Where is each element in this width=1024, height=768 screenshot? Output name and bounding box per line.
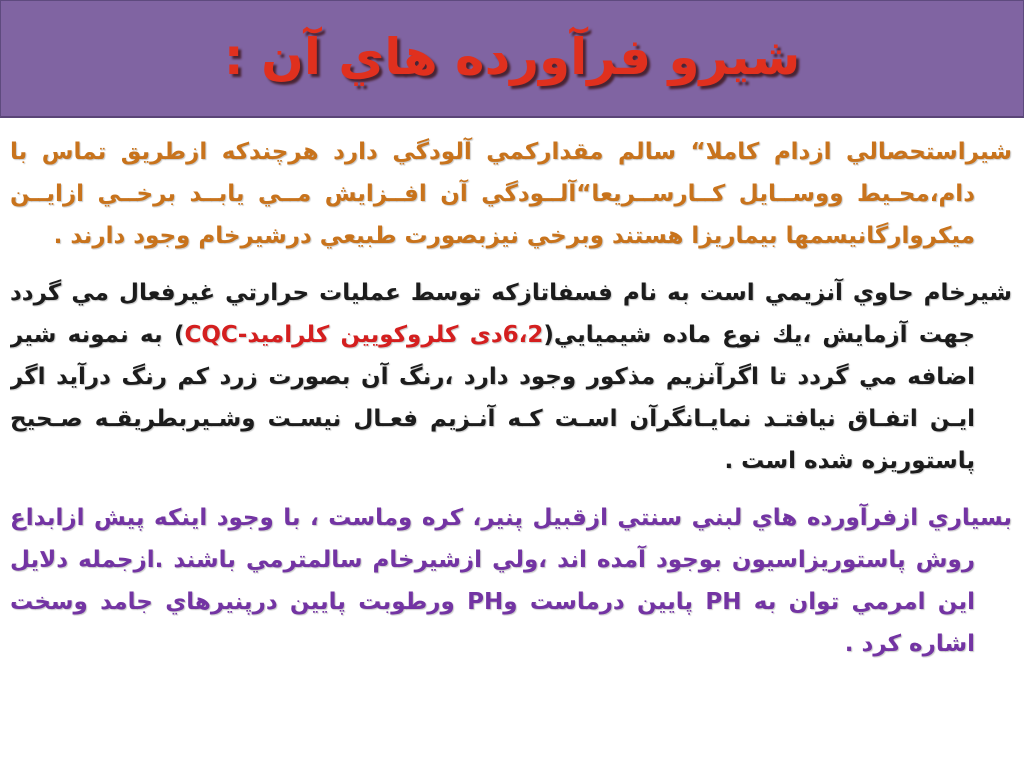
paragraph-3-line-3: اين امرمي توان به PH پايين درماست وPH ورطوبت پايين درپنيرهاي جامد وسخت <box>10 589 975 615</box>
paragraph-1-line-3: ميکروارگانيسمها بيماريزا هستند وبرخي نيزبصورت طبيعي درشيرخام وجود دارند . <box>53 223 975 249</box>
paragraph-1-line-1: شيراستحصالي ازدام کاملا“ سالم مقدارکمي آلودگي دارد هرچندکه ازطريق تماس با <box>10 139 1012 165</box>
paragraph-2-line-2-before: جهت آزمايش ،يك نوع ماده شيميايي( <box>543 322 975 348</box>
paragraph-2-line-5: پاستوريزه شده است . <box>724 448 975 474</box>
paragraph-2-line-2 <box>10 314 975 356</box>
slide-title: شيرو فرآورده هاي آن : <box>223 27 801 86</box>
title-banner <box>0 0 1024 118</box>
slide-body <box>10 131 1012 680</box>
paragraph-2-line-1: شيرخام حاوي آنزيمي است به نام فسفاتازکه توسط عمليات حرارتي غيرفعال مي گردد <box>10 280 1012 306</box>
paragraph-3-line-1: بسياري ازفرآورده هاي لبني سنتي ازقبيل پنير، کره وماست ، با وجود اينکه پيش ازابداع <box>10 505 1012 531</box>
paragraph-2-line-2-after: ) به نمونه شير <box>10 322 185 348</box>
paragraph-traditional-dairy <box>10 497 1012 665</box>
paragraph-raw-milk-contamination <box>10 131 1012 257</box>
paragraph-1-line-2: دام،محـيط ووســايل کــارســريعا“آلــودگي آن افــزايش مــي يابــد برخــي ازايــن <box>10 181 975 207</box>
paragraph-phosphatase-test <box>10 272 1012 482</box>
paragraph-3-line-2: روش پاستوريزاسيون بوجود آمده اند ،ولي ازشيرخام سالمترمي باشند .ازجمله دلايل <box>10 547 975 573</box>
paragraph-3-line-4: اشاره کرد . <box>844 631 975 657</box>
paragraph-2-line-3: اضافه مي گردد تا اگرآنزيم مذکور وجود دارد ،رنگ آن بصورت زرد کم رنگ درآيد اگر <box>10 364 975 390</box>
paragraph-2-line-4: ايـن اتفـاق نيافتـد نمايـانگرآن اسـت کـه آنـزيم فعـال نيسـت وشـيربطريقـه صـحيح <box>10 406 975 432</box>
chemical-name-highlight: 6،2دی کلروکويين کلراميد-CQC <box>184 322 544 348</box>
